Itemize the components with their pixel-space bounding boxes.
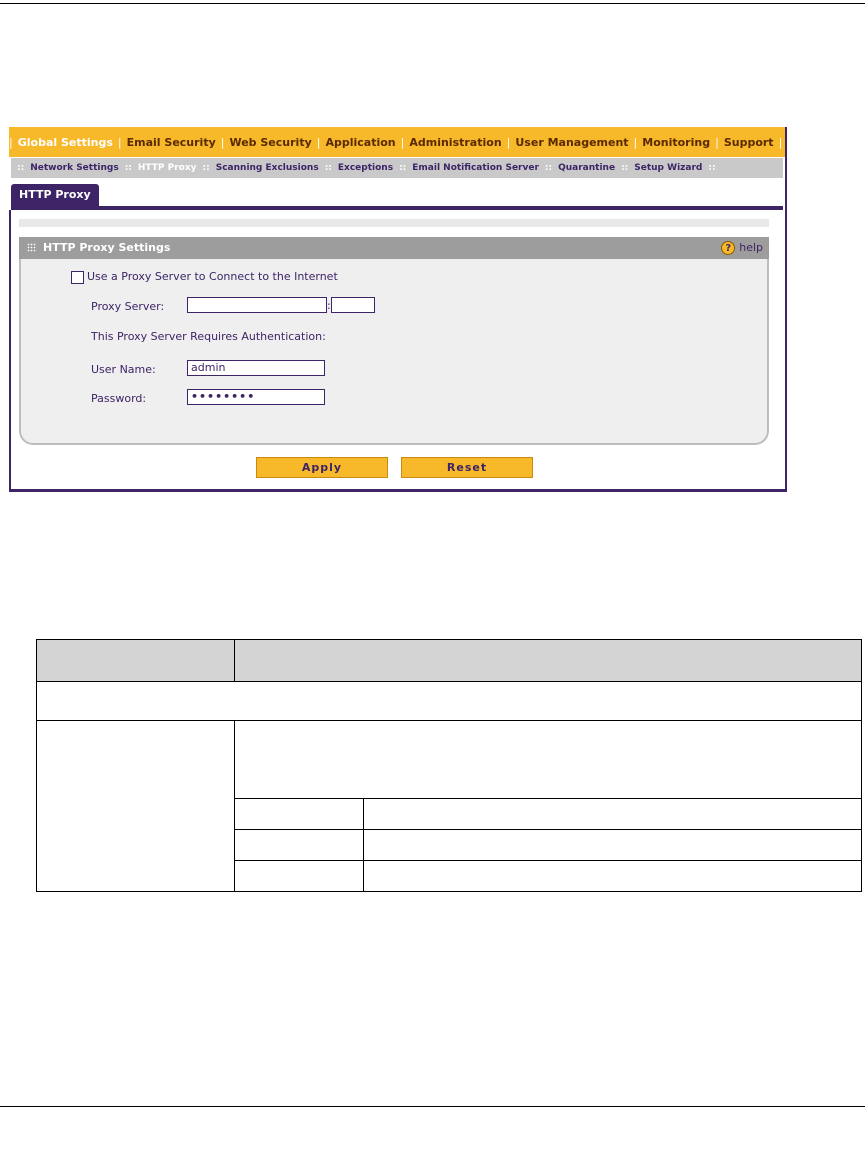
nav-user-management[interactable]: User Management	[515, 135, 629, 149]
reset-button[interactable]: Reset	[401, 457, 533, 478]
settings-header	[19, 237, 769, 259]
subnav-email-notification-server[interactable]: Email Notification Server	[412, 163, 539, 173]
subnav-network-settings[interactable]: Network Settings	[30, 163, 119, 173]
table-row-divider	[234, 798, 861, 799]
subnav-exceptions[interactable]: Exceptions	[337, 163, 394, 173]
settings-title: HTTP Proxy Settings	[43, 241, 171, 254]
password-label: Password:	[91, 392, 147, 405]
port-separator: :	[327, 299, 331, 312]
subnav-http-proxy[interactable]: HTTP Proxy	[137, 163, 197, 173]
page-bottom-rule	[0, 1106, 865, 1107]
help-link[interactable]	[721, 237, 763, 259]
nav-monitoring[interactable]: Monitoring	[642, 135, 711, 149]
content-frame	[9, 210, 785, 489]
subnav-setup-wizard[interactable]: Setup Wizard	[634, 163, 703, 173]
page-top-rule	[0, 3, 865, 4]
nav-support[interactable]: Support	[723, 135, 774, 149]
divider-bar	[19, 219, 769, 227]
table-header	[37, 640, 861, 681]
tab-http-proxy[interactable]: HTTP Proxy	[11, 184, 99, 206]
question-icon: ?	[721, 241, 735, 255]
proxy-server-label: Proxy Server:	[91, 300, 165, 313]
use-proxy-checkbox[interactable]	[71, 271, 84, 284]
nav-web-security[interactable]: Web Security	[229, 135, 312, 149]
table-column-divider	[363, 798, 364, 891]
username-input[interactable]: admin	[187, 360, 325, 376]
auth-note: This Proxy Server Requires Authentication:	[91, 330, 326, 343]
subnav-quarantine[interactable]: Quarantine	[558, 163, 616, 173]
proxy-port-input[interactable]	[331, 297, 375, 313]
subnav-scanning-exclusions[interactable]: Scanning Exclusions	[215, 163, 319, 173]
grip-icon	[27, 243, 36, 252]
ui-screenshot	[9, 127, 787, 492]
proxy-server-input[interactable]	[187, 297, 327, 313]
table-row-divider	[234, 860, 861, 861]
nav-administration[interactable]: Administration	[409, 135, 502, 149]
apply-button[interactable]: Apply	[256, 457, 388, 478]
table-column-divider	[234, 640, 235, 681]
settings-panel	[19, 259, 769, 445]
help-label: help	[739, 241, 763, 254]
settings-table	[36, 639, 862, 892]
table-row-divider	[37, 681, 861, 682]
table-row-divider	[37, 720, 861, 721]
main-nav: | Global Settings | Email Security | Web Security | Application | Administration | User Management | Monitoring | Support |	[9, 127, 785, 157]
table-row-divider	[234, 829, 861, 830]
use-proxy-label: Use a Proxy Server to Connect to the Internet	[87, 270, 338, 283]
nav-application[interactable]: Application	[325, 135, 396, 149]
sub-nav: :: Network Settings :: HTTP Proxy :: Scanning Exclusions :: Exceptions :: Email Notification Server :: Quarantine :: Setup Wizard ::	[11, 158, 783, 178]
password-input[interactable]: ••••••••	[187, 389, 325, 405]
nav-email-security[interactable]: Email Security	[126, 135, 216, 149]
tab-strip	[11, 184, 783, 210]
nav-global-settings[interactable]: Global Settings	[17, 135, 113, 149]
username-label: User Name:	[91, 363, 156, 376]
table-column-divider	[234, 720, 235, 891]
